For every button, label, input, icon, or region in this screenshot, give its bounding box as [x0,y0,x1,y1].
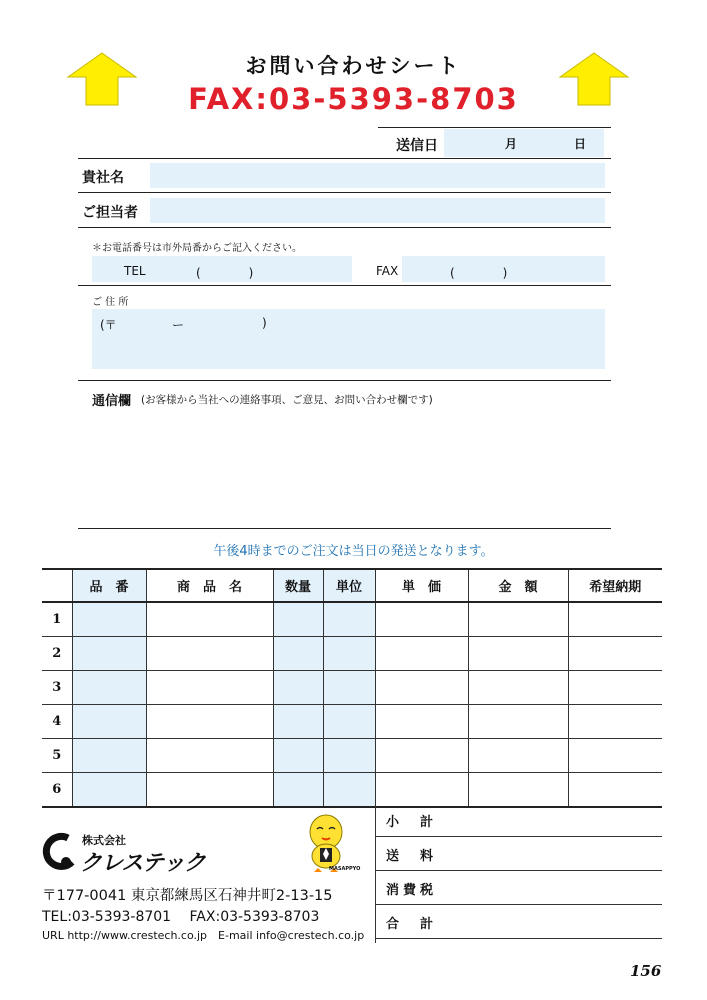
company-label: 貴社名 [82,170,124,186]
row-number: 3 [42,671,72,705]
person-label: ご担当者 [82,205,138,221]
fax-label: FAX [376,264,399,278]
company-name: クレステック [80,851,205,876]
cell-delivery-date[interactable] [568,637,662,671]
cell-product-name[interactable] [146,637,273,671]
person-name-field[interactable] [150,198,605,223]
cell-unit-price[interactable] [375,602,468,637]
order-table-header [42,569,662,602]
cell-quantity[interactable] [273,637,323,671]
column-header-amount: 金 額 [468,569,568,602]
total-row[interactable] [376,905,662,939]
fax-number-banner: FAX:03-5393-8703 [188,82,519,116]
tel-label: TEL [124,264,146,278]
order-table [42,568,662,808]
subtotal-row[interactable] [376,803,662,837]
cell-amount[interactable] [468,671,568,705]
fax-parens: ( ) [450,266,508,280]
row-number: 6 [42,773,72,808]
cell-unit[interactable] [323,739,375,773]
address-label: ご 住 所 [92,297,129,308]
cell-amount[interactable] [468,705,568,739]
table-row [42,671,662,705]
cell-product-name[interactable] [146,739,273,773]
cell-quantity[interactable] [273,705,323,739]
column-header-unit-price: 単 価 [375,569,468,602]
comm-note: (お客様から当社への連絡事項、ご意見、お問い合わせ欄です) [141,394,433,406]
cell-amount[interactable] [468,637,568,671]
arrow-up-left-icon [66,51,138,107]
day-label: 日 [574,137,587,151]
postal-open: (〒 [100,318,117,332]
postal-dash: ー [172,318,185,332]
tax-row[interactable] [376,871,662,905]
cell-product-name[interactable] [146,602,273,637]
cell-unit-price[interactable] [375,705,468,739]
comm-area[interactable] [78,410,611,525]
cell-part-no[interactable] [72,773,146,808]
company-name-field[interactable] [150,163,605,188]
cell-unit[interactable] [323,637,375,671]
cell-delivery-date[interactable] [568,739,662,773]
cell-quantity[interactable] [273,671,323,705]
company-address: 〒177-0041 東京都練馬区石神井町2-13-15 [42,888,333,904]
divider [78,380,611,381]
row-number: 1 [42,602,72,637]
tel-parens: ( ) [196,266,254,280]
cell-amount[interactable] [468,602,568,637]
company-tel-fax: TEL:03-5393-8701 FAX:03-5393-8703 [42,909,320,925]
send-date-top-line [378,127,611,128]
cell-quantity[interactable] [273,773,323,808]
page-number: 156 [630,962,662,980]
divider [78,285,611,286]
subtotal-label: 小 計 [386,815,438,830]
column-header-unit: 単位 [323,569,375,602]
cell-delivery-date[interactable] [568,705,662,739]
divider [78,227,611,228]
address-field[interactable] [92,309,605,369]
row-number: 4 [42,705,72,739]
tax-label: 消費税 [386,883,438,898]
cell-amount[interactable] [468,773,568,808]
cell-unit[interactable] [323,705,375,739]
comm-label: 通信欄 [92,394,132,409]
column-header-delivery-date: 希望納期 [568,569,662,602]
cell-product-name[interactable] [146,773,273,808]
table-row [42,739,662,773]
divider [78,528,611,529]
table-row [42,705,662,739]
cell-product-name[interactable] [146,705,273,739]
divider [78,192,611,193]
cell-unit-price[interactable] [375,739,468,773]
cell-part-no[interactable] [72,602,146,637]
column-header-part-no: 品 番 [72,569,146,602]
cell-quantity[interactable] [273,739,323,773]
column-header-product-name: 商 品 名 [146,569,273,602]
cell-part-no[interactable] [72,637,146,671]
cell-amount[interactable] [468,739,568,773]
phone-note: ＊お電話番号は市外局番からご記入ください。 [92,243,302,254]
cell-unit[interactable] [323,773,375,808]
cell-quantity[interactable] [273,602,323,637]
cell-part-no[interactable] [72,671,146,705]
shipping-row[interactable] [376,837,662,871]
cell-delivery-date[interactable] [568,671,662,705]
total-label: 合 計 [386,917,438,932]
postal-close: ) [262,316,267,330]
cell-unit[interactable] [323,602,375,637]
shipping-label: 送 料 [386,849,438,864]
company-url-email: URL http://www.crestech.co.jp E-mail info@crestech.co.jp [42,929,365,942]
send-date-label: 送信日 [396,138,438,154]
company-logo-icon [42,832,78,870]
mascot-label: MASAPPYO [329,866,361,872]
arrow-up-right-icon [558,51,630,107]
cell-unit-price[interactable] [375,637,468,671]
table-row [42,602,662,637]
cell-part-no[interactable] [72,739,146,773]
column-header [42,569,72,602]
cell-delivery-date[interactable] [568,773,662,808]
row-number: 2 [42,637,72,671]
cell-product-name[interactable] [146,671,273,705]
table-row [42,637,662,671]
cell-delivery-date[interactable] [568,602,662,637]
cell-part-no[interactable] [72,705,146,739]
table-row [42,773,662,808]
row-number: 5 [42,739,72,773]
divider [78,158,611,159]
same-day-shipping-notice: 午後4時までのご注文は当日の発送となります。 [213,544,494,559]
cell-unit[interactable] [323,671,375,705]
cell-unit-price[interactable] [375,671,468,705]
month-label: 月 [505,137,518,151]
company-prefix: 株式会社 [82,834,126,847]
page-title: お問い合わせシート [245,54,462,78]
cell-unit-price[interactable] [375,773,468,808]
column-header-quantity: 数量 [273,569,323,602]
